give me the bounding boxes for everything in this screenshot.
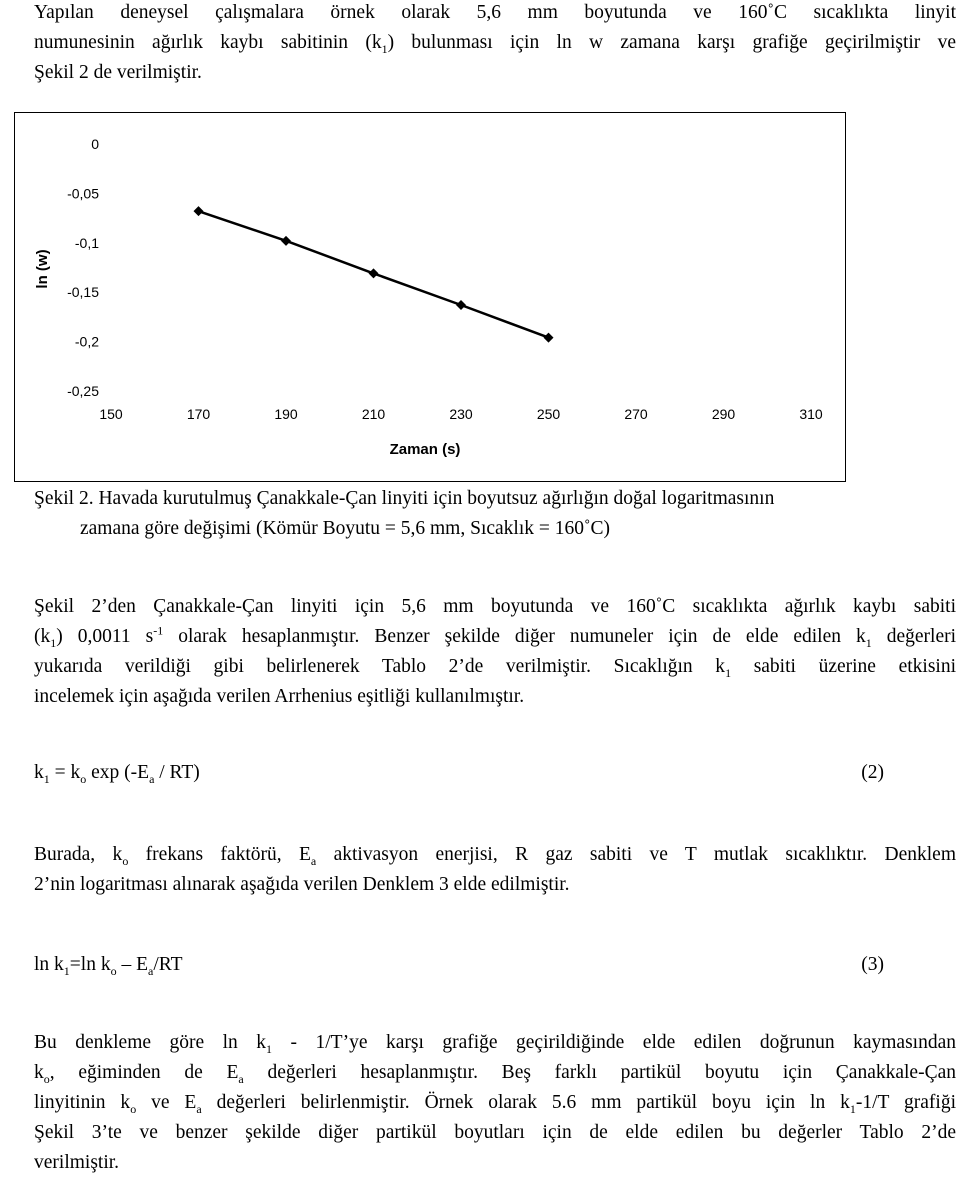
p4-line-2: $k_o$, eğiminden de $E_a$ değerleri hesaplanmıştır. Beş farklı partikül boyutu için Çanakkale-Çan xyxy=(34,1062,956,1086)
equation-3-formula: $\ln k_1=\ln$ $k_o - E_a/RT$ xyxy=(34,954,183,978)
y-tick-label: -0,2 xyxy=(74,333,99,350)
x-tick-label: 170 xyxy=(186,406,211,422)
x-tick-label: 210 xyxy=(361,406,386,422)
y-tick-label: -0,25 xyxy=(67,383,99,399)
intro-line-2: numunesinin ağırlık kaybı sabitinin $(k_1)$ bulunması için ln w zamana karşı grafiğe geçirilmiştir ve xyxy=(34,32,956,56)
data-point-marker xyxy=(281,236,291,246)
chart-svg xyxy=(15,113,845,481)
equation-3-number: (3) xyxy=(861,954,884,975)
x-tick-label: 270 xyxy=(624,406,648,422)
caption-label: Şekil 2. xyxy=(34,488,94,509)
figure-caption xyxy=(34,484,956,544)
p4-line-5: verilmiştir. xyxy=(34,1152,120,1173)
caption-line-1: Şekil 2. Havada kurutulmuş Çanakkale-Çan linyiti için boyutsuz ağırlığın doğal logaritmasının xyxy=(34,488,775,509)
figure-2-chart xyxy=(14,112,846,482)
intro-paragraph xyxy=(34,0,956,88)
x-tick-label: 150 xyxy=(99,406,123,422)
p2-line-1: Şekil 2’den Çanakkale-Çan linyiti için 5,6 mm boyutunda ve 160˚C sıcaklıkta ağırlık kaybı sabiti xyxy=(34,596,956,617)
p2-line-4: incelemek için aşağıda verilen Arrhenius eşitliği kullanılmıştır. xyxy=(34,686,525,707)
intro-line-3: Şekil 2 de verilmiştir. xyxy=(34,62,202,83)
p4-line-1: Bu denkleme göre $\ln k_1$ - 1/T’ye karşı grafiğe geçirildiğinde elde edilen doğrunun kaymasından xyxy=(34,1032,956,1056)
y-axis-label: ln (w) xyxy=(34,249,51,289)
paragraph-3 xyxy=(34,840,956,900)
x-tick-label: 190 xyxy=(274,406,298,422)
p3-line-1: Burada, $k_o$ frekans faktörü, $E_a$ aktivasyon enerjisi, R gaz sabiti ve T mutlak sıcaklıktır. Denklem xyxy=(34,844,957,868)
x-tick-label: 290 xyxy=(711,406,736,422)
equation-2 xyxy=(34,758,884,788)
paragraph-2 xyxy=(34,592,956,712)
equation-3 xyxy=(34,950,884,980)
p4-line-3: linyitinin $k_o$ ve $E_a$ değerleri belirlenmiştir. Örnek olarak 5.6 mm partikül boyu için $\ln k_1-1/T$ grafiği xyxy=(34,1092,956,1116)
caption-line-2: zamana göre değişimi (Kömür Boyutu = 5,6 mm, Sıcaklık = 160˚C) xyxy=(80,518,610,539)
y-tick-label: 0 xyxy=(91,136,99,152)
p3-line-2: 2’nin logaritması alınarak aşağıda verilen Denklem 3 elde edilmiştir. xyxy=(34,874,570,895)
p4-line-4: Şekil 3’te ve benzer şekilde diğer partikül boyutları için de elde edilen bu değerler Tablo 2’de xyxy=(34,1122,956,1143)
data-point-marker xyxy=(369,268,379,278)
data-point-marker xyxy=(544,333,554,343)
p2-line-3: yukarıda verildiği gibi belirlenerek Tablo 2’de verilmiştir. Sıcaklığın $k_1$ sabiti üzerine etkisini xyxy=(34,656,956,680)
data-point-marker xyxy=(194,206,204,216)
y-tick-label: -0,1 xyxy=(74,234,99,251)
y-tick-label: -0,05 xyxy=(67,185,99,202)
x-axis-label: Zaman (s) xyxy=(389,441,461,458)
equation-2-number: (2) xyxy=(861,762,884,783)
equation-2-formula: $k_1 = k_o$ $\exp (-E_a / RT)$ xyxy=(34,762,200,786)
y-tick-label: -0,15 xyxy=(67,284,99,301)
paragraph-4 xyxy=(34,1028,956,1178)
intro-line-1: Yapılan deneysel çalışmalara örnek olarak 5,6 mm boyutunda ve 160˚C sıcaklıkta linyit xyxy=(34,2,956,23)
x-tick-label: 310 xyxy=(799,406,823,422)
x-tick-label: 230 xyxy=(449,406,473,422)
p2-line-2: $(k_1)$ 0,0011 $s^{-1}$ olarak hesaplanmıştır. Benzer şekilde diğer numuneler için de elde edilen $k_1$ değerleri xyxy=(34,623,957,650)
data-point-marker xyxy=(456,300,466,310)
x-tick-label: 250 xyxy=(536,406,561,422)
